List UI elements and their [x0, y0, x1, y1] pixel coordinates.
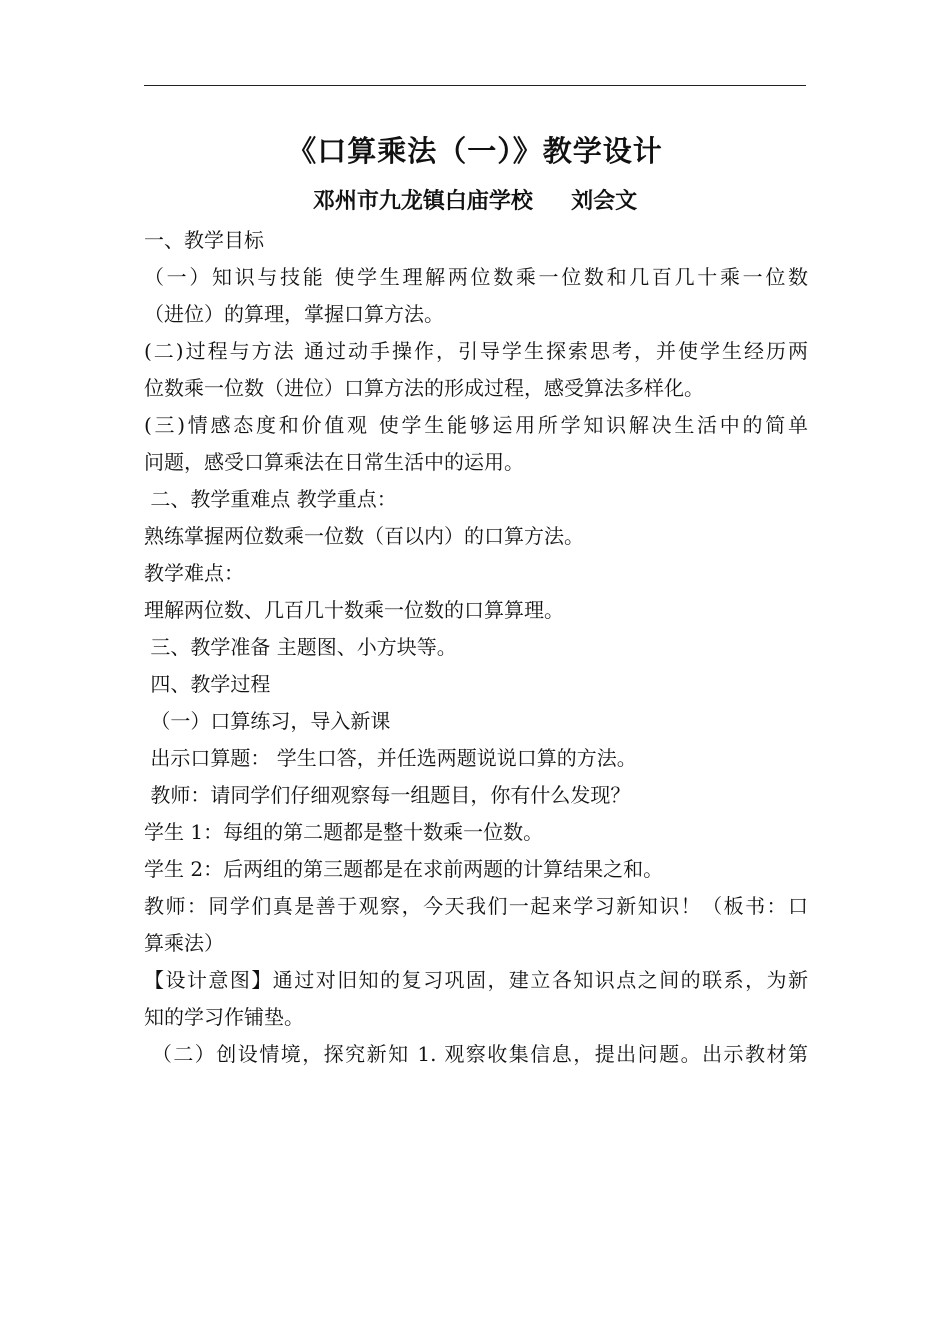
- header-rule: [144, 85, 806, 86]
- section-heading: 三、教学准备 主题图、小方块等。: [144, 635, 457, 659]
- paragraph-line: 位数乘一位数（进位）口算方法的形成过程，感受算法多样化。: [144, 376, 704, 400]
- paragraph-line: 问题，感受口算乘法在日常生活中的运用。: [144, 450, 524, 474]
- paragraph-line: 学生 1：每组的第二题都是整十数乘一位数。: [144, 820, 544, 844]
- paragraph-line: 教学难点：: [144, 561, 244, 585]
- paragraph-line: 算乘法）: [144, 931, 224, 955]
- paragraph-line: 教师：同学们真是善于观察，今天我们一起来学习新知识！（板书：口: [144, 894, 808, 918]
- paragraph-line: 熟练掌握两位数乘一位数（百以内）的口算方法。: [144, 524, 584, 548]
- paragraph-line: （二）创设情境，探究新知 1. 观察收集信息，提出问题。出示教材第: [144, 1042, 808, 1066]
- section-heading: 四、教学过程: [144, 672, 271, 696]
- section-heading: 二、教学重难点 教学重点：: [144, 487, 397, 511]
- section-heading: 一、教学目标: [144, 228, 264, 252]
- document-body: [144, 222, 808, 1073]
- paragraph-line: (二)过程与方法 通过动手操作，引导学生探索思考，并使学生经历两: [144, 339, 808, 363]
- subsection-heading: （一）口算练习，导入新课: [144, 709, 391, 733]
- paragraph-line: 教师：请同学们仔细观察每一组题目，你有什么发现？: [144, 783, 631, 807]
- author-line: 邓州市九龙镇白庙学校 刘会文: [312, 188, 638, 214]
- paragraph-line: 出示口算题： 学生口答，并任选两题说说口算的方法。: [144, 746, 637, 770]
- paragraph-line: 【设计意图】通过对旧知的复习巩固，建立各知识点之间的联系，为新: [144, 968, 808, 992]
- document-title: 《口算乘法（一）》教学设计: [287, 134, 663, 168]
- paragraph-line: （一）知识与技能 使学生理解两位数乘一位数和几百几十乘一位数: [144, 265, 808, 289]
- paragraph-line: （进位）的算理，掌握口算方法。: [144, 302, 444, 326]
- paragraph-line: 学生 2：后两组的第三题都是在求前两题的计算结果之和。: [144, 857, 664, 881]
- paragraph-line: 知的学习作铺垫。: [144, 1005, 304, 1029]
- paragraph-line: (三)情感态度和价值观 使学生能够运用所学知识解决生活中的简单: [144, 413, 808, 437]
- paragraph-line: 理解两位数、几百几十数乘一位数的口算算理。: [144, 598, 564, 622]
